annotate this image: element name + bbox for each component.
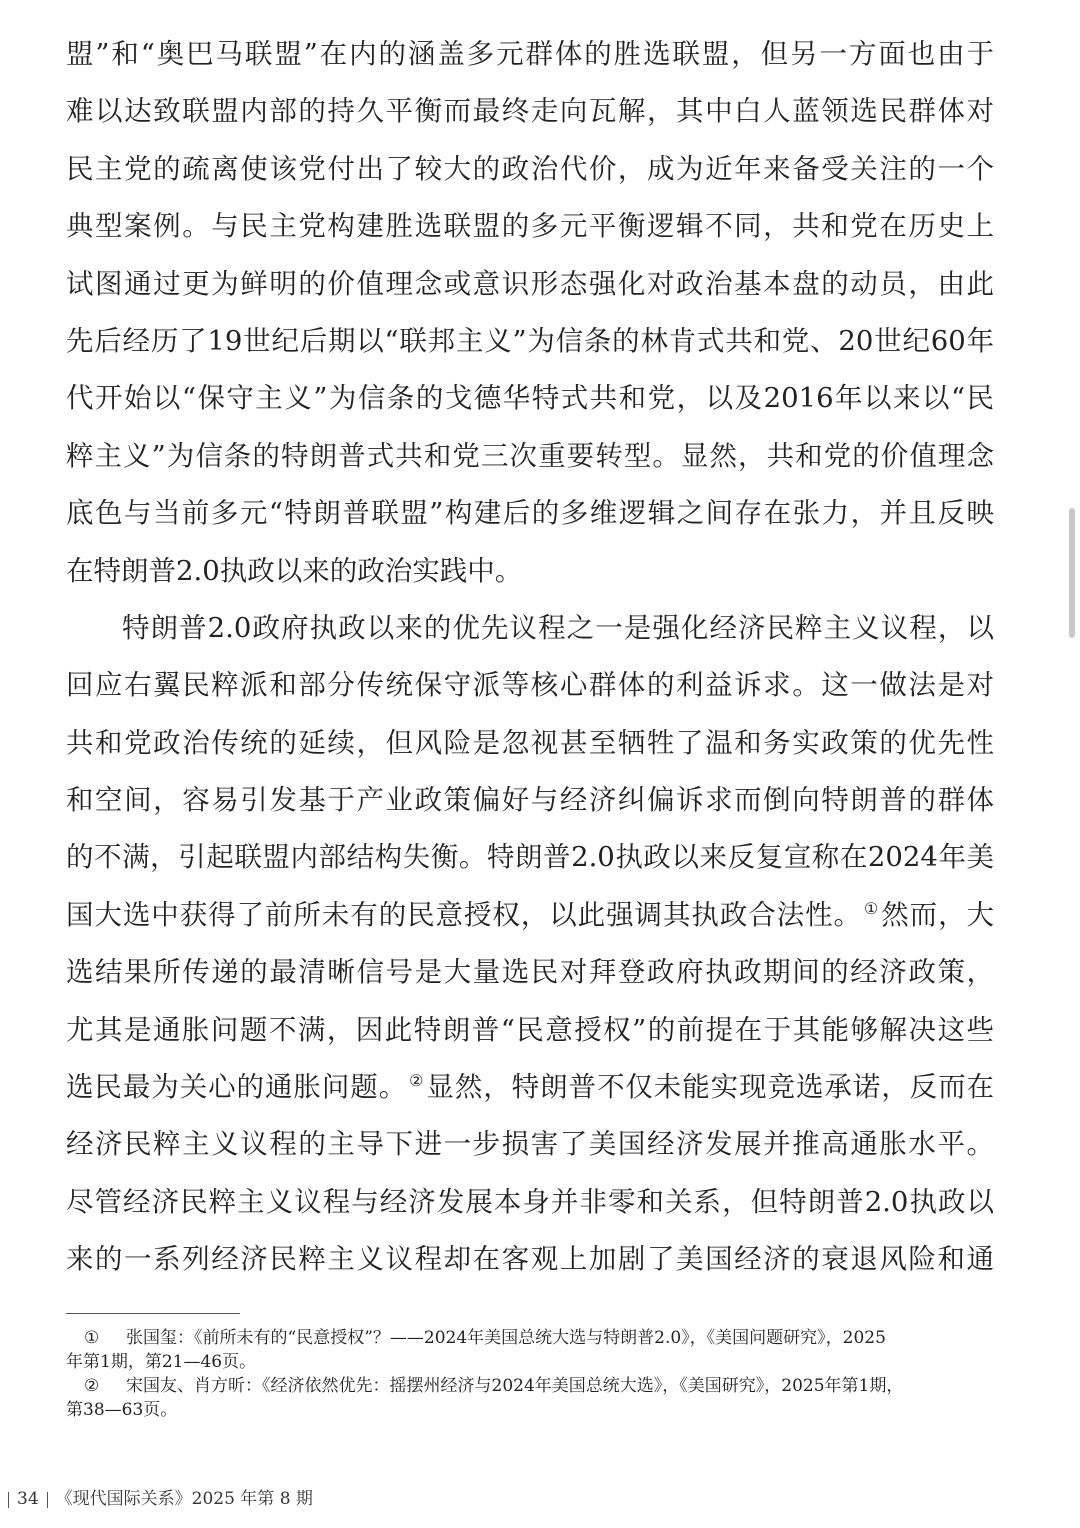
text-line: 经济民粹主义议程的主导下进一步损害了美国经济发展并推高通胀水平。 [66,1128,994,1161]
footnote-text: 宋国友、肖方昕：《经济依然优先：摇摆州经济与2024年美国总统大选》，《美国研究》，2025年第1期， [126,1376,904,1396]
text-line: 尤其是通胀问题不满，因此特朗普“民意授权”的前提在于其能够解决这些 [66,1013,994,1046]
text-line: 难以达致联盟内部的持久平衡而最终走向瓦解，其中白人蓝领选民群体对 [66,95,994,128]
text-line: 的不满，引起联盟内部结构失衡。特朗普2.0执政以来反复宣称在2024年美 [66,841,994,874]
text-line: 和空间，容易引发基于产业政策偏好与经济纠偏诉求而倒向特朗普的群体 [66,784,994,817]
footnote-1 [66,1326,994,1374]
text-segment: 选民最为关心的通胀问题。 [66,1071,408,1104]
scrollbar-thumb[interactable] [1069,508,1075,638]
footnote-line: 第38—63页。 [66,1400,178,1420]
text-line-with-footnote [66,1059,994,1116]
text-line: 粹主义”为信条的特朗普式共和党三次重要转型。显然，共和党的价值理念 [66,439,994,472]
footer-divider [8,1492,9,1508]
text-line: 在特朗普2.0执政以来的政治实践中。 [66,554,523,587]
text-line: 盟”和“奥巴马联盟”在内的涵盖多元群体的胜选联盟，但另一方面也由于 [66,38,994,70]
text-line: 特朗普2.0政府执政以来的优先议程之一是强化经济民粹主义议程，以 [122,611,994,644]
text-line: 先后经历了19世纪后期以“联邦主义”为信条的林肯式共和党、20世纪60年 [66,324,994,357]
footnote-line [66,1374,994,1398]
footnote-ref-1[interactable]: ① [863,898,879,918]
text-line: 选结果所传递的最清晰信号是大量选民对拜登政府执政期间的经济政策， [66,956,994,989]
text-line: 回应右翼民粹派和部分传统保守派等核心群体的利益诉求。这一做法是对 [66,669,994,702]
text-line: 尽管经济民粹主义议程与经济发展本身并非零和关系，但特朗普2.0执政以 [66,1185,994,1218]
text-line: 共和党政治传统的延续，但风险是忽视甚至牺牲了温和务实政策的优先性 [66,726,994,759]
text-line: 试图通过更为鲜明的价值理念或意识形态强化对政治基本盘的动员，由此 [66,267,994,300]
footnote-number: ① [84,1328,100,1348]
footer-divider [47,1492,48,1508]
text-line-with-footnote [66,887,994,944]
text-segment: 然而，大 [880,898,994,931]
journal-issue: 《现代国际关系》2025 年第 8 期 [55,1489,313,1509]
text-line: 底色与当前多元“特朗普联盟”构建后的多维逻辑之间存在张力，并且反映 [66,497,994,530]
page-number: 34 [17,1489,39,1509]
text-segment: 显然，特朗普不仅未能实现竞选承诺，反而在 [425,1071,994,1104]
page-footer [0,1484,313,1514]
footnote-line [66,1326,994,1350]
footnote-text: 张国玺：《前所未有的“民意授权”？——2024年美国总统大选与特朗普2.0》，《美国问题研究》，2025 [126,1328,886,1348]
footnotes [66,1326,994,1422]
text-line: 代开始以“保守主义”为信条的戈德华特式共和党，以及2016年以来以“民 [66,382,994,415]
text-line: 典型案例。与民主党构建胜选联盟的多元平衡逻辑不同，共和党在历史上 [66,210,994,243]
footnote-divider [66,1313,240,1314]
footnote-2 [66,1374,994,1422]
footnote-number: ② [84,1376,100,1396]
text-line: 民主党的疏离使该党付出了较大的政治代价，成为近年来备受关注的一个 [66,152,994,185]
footnote-line: 年第1期，第21—46页。 [66,1352,257,1372]
body-text [66,26,994,1289]
text-segment: 国大选中获得了前所未有的民意授权，以此强调其执政合法性。 [66,898,862,931]
footnote-ref-2[interactable]: ② [409,1070,424,1090]
text-line: 来的一系列经济民粹主义议程却在客观上加剧了美国经济的衰退风险和通 [66,1243,994,1276]
